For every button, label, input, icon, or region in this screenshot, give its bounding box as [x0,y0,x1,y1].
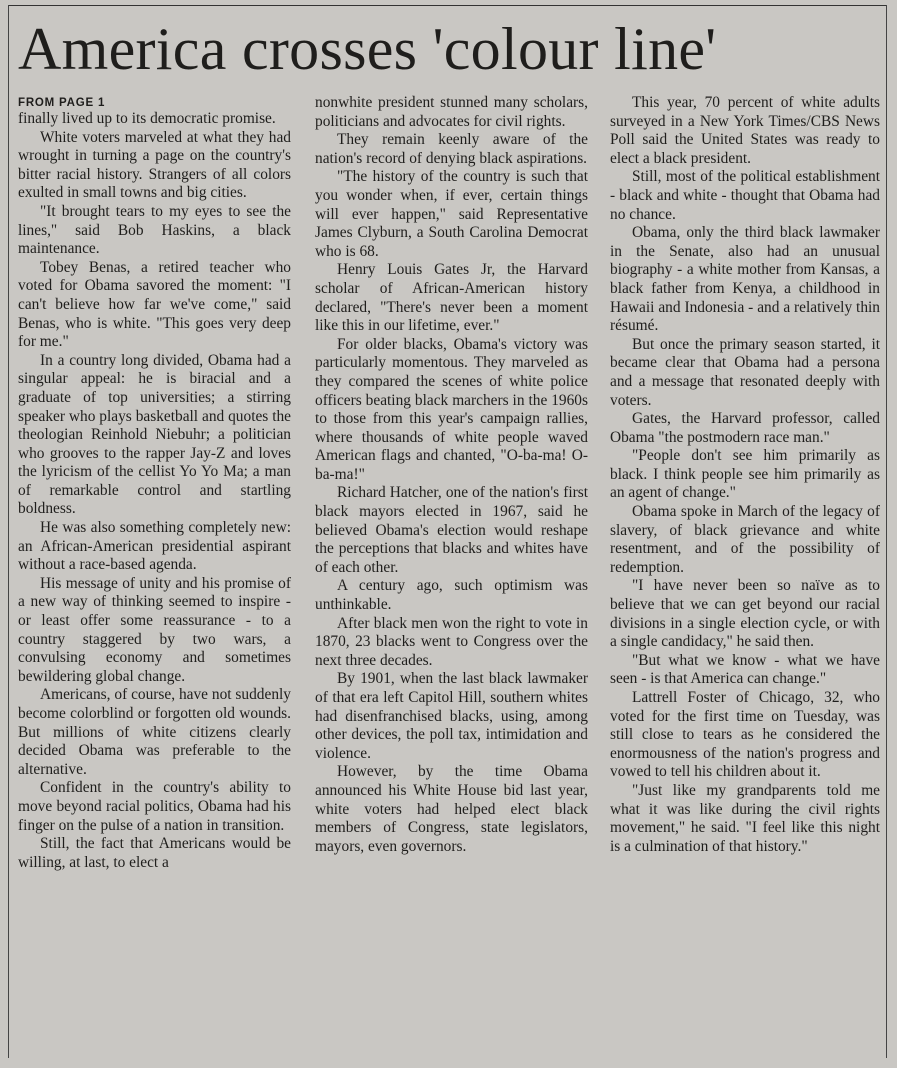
column-2 [315,94,588,856]
paragraph: "The history of the country is such that you wonder when, if ever, certain things will ever happen," said Representative James Clyburn, a South Carolina Democrat who is 68. [315,168,588,260]
paragraph: He was also something completely new: an African-American presidential aspirant without a race-based agenda. [18,519,291,574]
left-rule [8,5,9,1058]
paragraph: nonwhite president stunned many scholars, politicians and advocates for civil rights. [315,94,588,130]
column-1 [18,94,291,872]
paragraph: Still, most of the political establishment - black and white - thought that Obama had no chance. [610,168,880,223]
column-3 [610,94,880,856]
paragraph: Obama spoke in March of the legacy of slavery, of black grievance and white resentment, and of the possibility of redemption. [610,503,880,576]
paragraph: "I have never been so naïve as to believe that we can get beyond our racial divisions in a single election cycle, or with a single candidacy," he said then. [610,577,880,651]
paragraph: They remain keenly aware of the nation's record of denying black aspirations. [315,131,588,167]
paragraph: Lattrell Foster of Chicago, 32, who voted for the first time on Tuesday, was still close to tears as he considered the enormousness of the nation's progress and vowed to tell his children about it. [610,689,880,781]
paragraph: But once the primary season started, it became clear that Obama had a persona and a message that resonated deeply with voters. [610,335,880,409]
top-rule [8,5,887,6]
paragraph: finally lived up to its democratic promise. [18,110,276,127]
paragraph: This year, 70 percent of white adults surveyed in a New York Times/CBS News Poll said the United States was ready to elect a black president. [610,94,880,167]
paragraph: "People don't see him primarily as black. I think people see him primarily as an agent of change." [610,447,880,502]
paragraph: Henry Louis Gates Jr, the Harvard scholar of African-American history declared, "There's never been a moment like this in our lifetime, ever." [315,261,588,335]
paragraph: "Just like my grandparents told me what it was like during the civil rights movement," he said. "I feel like this night is a culmination of that history." [610,781,880,855]
paragraph: However, by the time Obama announced his White House bid last year, white voters had helped elect black members of Congress, state legislators, mayors, even governors. [315,763,588,855]
paragraph: White voters marveled at what they had wrought in turning a page on the country's bitter racial history. Strangers of all colors exulted in small towns and big cities. [18,128,291,202]
kicker: FROM PAGE 1 [18,97,106,109]
paragraph: A century ago, such optimism was unthinkable. [315,577,588,614]
paragraph: By 1901, when the last black lawmaker of that era left Capitol Hill, southern whites had disenfranchised blacks, using, among other devices, the poll tax, intimidation and violence. [315,670,588,762]
paragraph: Still, the fact that Americans would be willing, at last, to elect a [18,835,291,871]
paragraph: In a country long divided, Obama had a singular appeal: he is biracial and a graduate of top universities; a stirring speaker who plays basketball and quotes the theologian Reinhold Niebuhr; a politician who grooves to the rapper Jay-Z and loves the lyricism of the cellist Yo Yo Ma; a man of remarkable control and startling boldness. [18,351,291,518]
paragraph: Obama, only the third black lawmaker in the Senate, also had an unusual biography - a white mother from Kansas, a black father from Kenya, a childhood in Hawaii and Indonesia - and a relatively thin résumé. [610,224,880,335]
paragraph: "But what we know - what we have seen - is that America can change." [610,651,880,688]
paragraph: After black men won the right to vote in 1870, 23 blacks went to Congress over the next three decades. [315,614,588,669]
paragraph: Richard Hatcher, one of the nation's first black mayors elected in 1967, said he believed Obama's election would reshape the perceptions that blacks and whites have of each other. [315,484,588,576]
paragraph: For older blacks, Obama's victory was particularly momentous. They marveled as they compared the scenes of white police officers beating black marchers in the 1960s to those from this year's campaign rallies, where thousands of white people waved American flags and chanted, "O-ba-ma! O-ba-ma!" [315,335,588,483]
paragraph: Confident in the country's ability to move beyond racial politics, Obama had his finger on the pulse of a nation in transition. [18,779,291,834]
paragraph: His message of unity and his promise of a new way of thinking seemed to inspire - or least offer some reassurance - to a country staggered by two wars, a convulsing economy and sometimes bewildering global change. [18,574,291,685]
headline: America crosses 'colour line' [18,16,717,82]
paragraph: "It brought tears to my eyes to see the lines," said Bob Haskins, a black maintenance. [18,202,291,258]
right-rule [886,5,887,1058]
paragraph: Tobey Benas, a retired teacher who voted for Obama savored the moment: "I can't believe how far we've come," said Benas, who is white. "This goes very deep for me." [18,258,291,351]
paragraph: Gates, the Harvard professor, called Obama "the postmodern race man." [610,410,880,446]
paragraph: Americans, of course, have not suddenly become colorblind or forgotten old wounds. But millions of white citizens clearly decided Obama was preferable to the alternative. [18,686,291,778]
